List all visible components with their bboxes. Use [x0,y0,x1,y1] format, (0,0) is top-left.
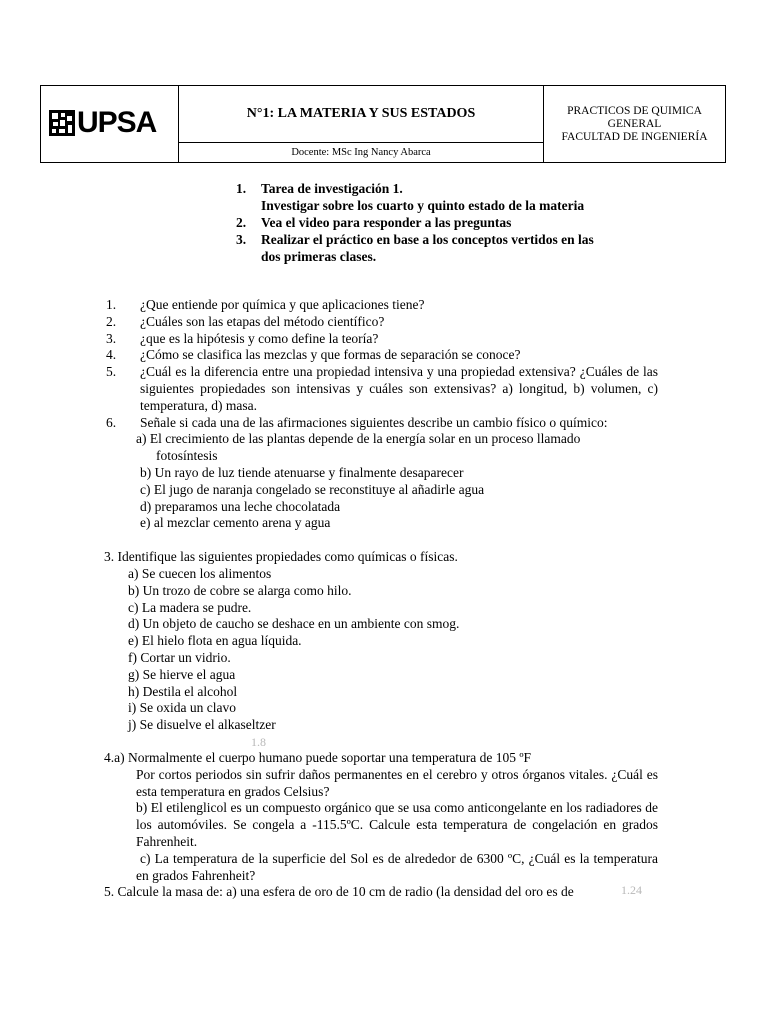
course-info [544,86,725,162]
option-item: a) Se cuecen los alimentos [128,565,272,581]
option-item: e) El hielo flota en agua líquida. [128,633,302,649]
logo-cell [41,86,179,162]
course-line: GENERAL [607,117,662,130]
option-item: g) Se hierve el agua [128,666,236,682]
task-text: dos primeras clases. [261,249,377,264]
option-item: a) El crecimiento de las plantas depende de la energía solar en un proceso llamado [136,431,581,447]
task-number: 3. [236,232,247,247]
option-item: b) Un rayo de luz tiende atenuarse y finalmente desaparecer [140,464,464,480]
question-text: Señale si cada una de las afirmaciones siguientes describe un cambio físico o químico: [140,414,608,430]
question-text: ¿Que entiende por química y que aplicaciones tiene? [140,297,425,312]
question-text: ¿Cuáles son las etapas del método científico? [140,313,385,329]
option-item: d) Un objeto de caucho se deshace en un ambiente con smog. [128,616,460,632]
question-number: 3. [106,330,117,346]
question-number: 5. [106,364,117,380]
question-text: c) La temperatura de la superficie del Sol es de alrededor de 6300 ºC, ¿Cuál es la temperatura en grados Fahrenheit? [136,850,658,883]
task-item [236,231,676,265]
question-item [106,415,658,432]
question-number: 6. [106,414,117,430]
section-heading: 3. Identifique las siguientes propiedades como químicas o físicas. [104,549,458,565]
task-number: 2. [236,215,247,230]
question-text: 5. Calcule la masa de: a) una esfera de oro de 10 cm de radio (la densidad del oro es de [104,884,574,900]
docente-label: Docente: MSc Ing Nancy Abarca [179,143,544,162]
task-item [236,180,676,214]
option-item: b) Un trozo de cobre se alarga como hilo. [128,582,352,598]
option-item: f) Cortar un vidrio. [128,649,231,665]
option-item: c) La madera se pudre. [128,599,252,615]
task-number: 1. [236,181,247,196]
option-item: j) Se disuelve el alkaseltzer [128,717,276,733]
upsa-emblem-icon [49,110,75,136]
option-item: d) preparamos una leche chocolatada [140,498,341,514]
question-text: ¿Cuál es la diferencia entre una propiedad intensiva y una propiedad extensiva? ¿Cuáles de las siguientes propiedades son intensivas y cuáles son extensivas? a) longitud, b) volumen, c) temperatura, d) masa. [140,364,658,413]
question-text: 4.a) Normalmente el cuerpo humano puede soportar una temperatura de 105 ºF [104,749,532,765]
upsa-logo [49,108,156,138]
question-item [106,314,658,331]
header-table [40,85,726,163]
question-text: ¿Cómo se clasifica las mezclas y que formas de separación se conoce? [140,347,521,363]
option-item: h) Destila el alcohol [128,683,238,699]
question-number: 4. [106,347,117,363]
page-number: 1.24 [621,883,642,897]
question-item [106,364,658,414]
option-continuation: fotosíntesis [156,448,218,464]
question-text: b) El etilenglicol es un compuesto orgánico que se usa como anticongelante en los radiadores de los automóviles. Se congela a -115.5ºC. Calcule esta temperatura de congelación en grados Fahrenheit. [136,800,658,849]
option-item: c) El jugo de naranja congelado se reconstituye al añadirle agua [140,481,485,497]
question-item [106,331,658,348]
course-line: PRACTICOS DE QUIMICA [567,104,702,117]
question-number: 1. [106,297,117,312]
task-item [236,214,676,231]
task-text: Realizar el práctico en base a los conceptos vertidos en las [261,232,594,247]
question-text: ¿que es la hipótesis y como define la teoría? [140,330,379,346]
option-item: i) Se oxida un clavo [128,700,236,716]
question-item [106,347,658,364]
task-text: Tarea de investigación 1. [261,181,403,196]
question-item [106,297,658,314]
task-text: Investigar sobre los cuarto y quinto estado de la materia [261,198,585,213]
question-number: 2. [106,313,117,329]
option-item: e) al mezclar cemento arena y agua [140,515,331,531]
faculty-line: FACULTAD DE INGENIERÍA [561,130,708,143]
question-text: Por cortos periodos sin sufrir daños permanentes en el cerebro y otros órganos vitales. ¿Cuál es esta temperatura en grados Celsius? [136,766,658,799]
document-title: N°1: LA MATERIA Y SUS ESTADOS [179,86,544,143]
page-number: 1.8 [251,734,266,749]
logo-text: UPSA [77,106,157,139]
task-list [236,180,676,265]
task-text: Vea el video para responder a las preguntas [261,215,512,230]
question-list [106,297,658,901]
